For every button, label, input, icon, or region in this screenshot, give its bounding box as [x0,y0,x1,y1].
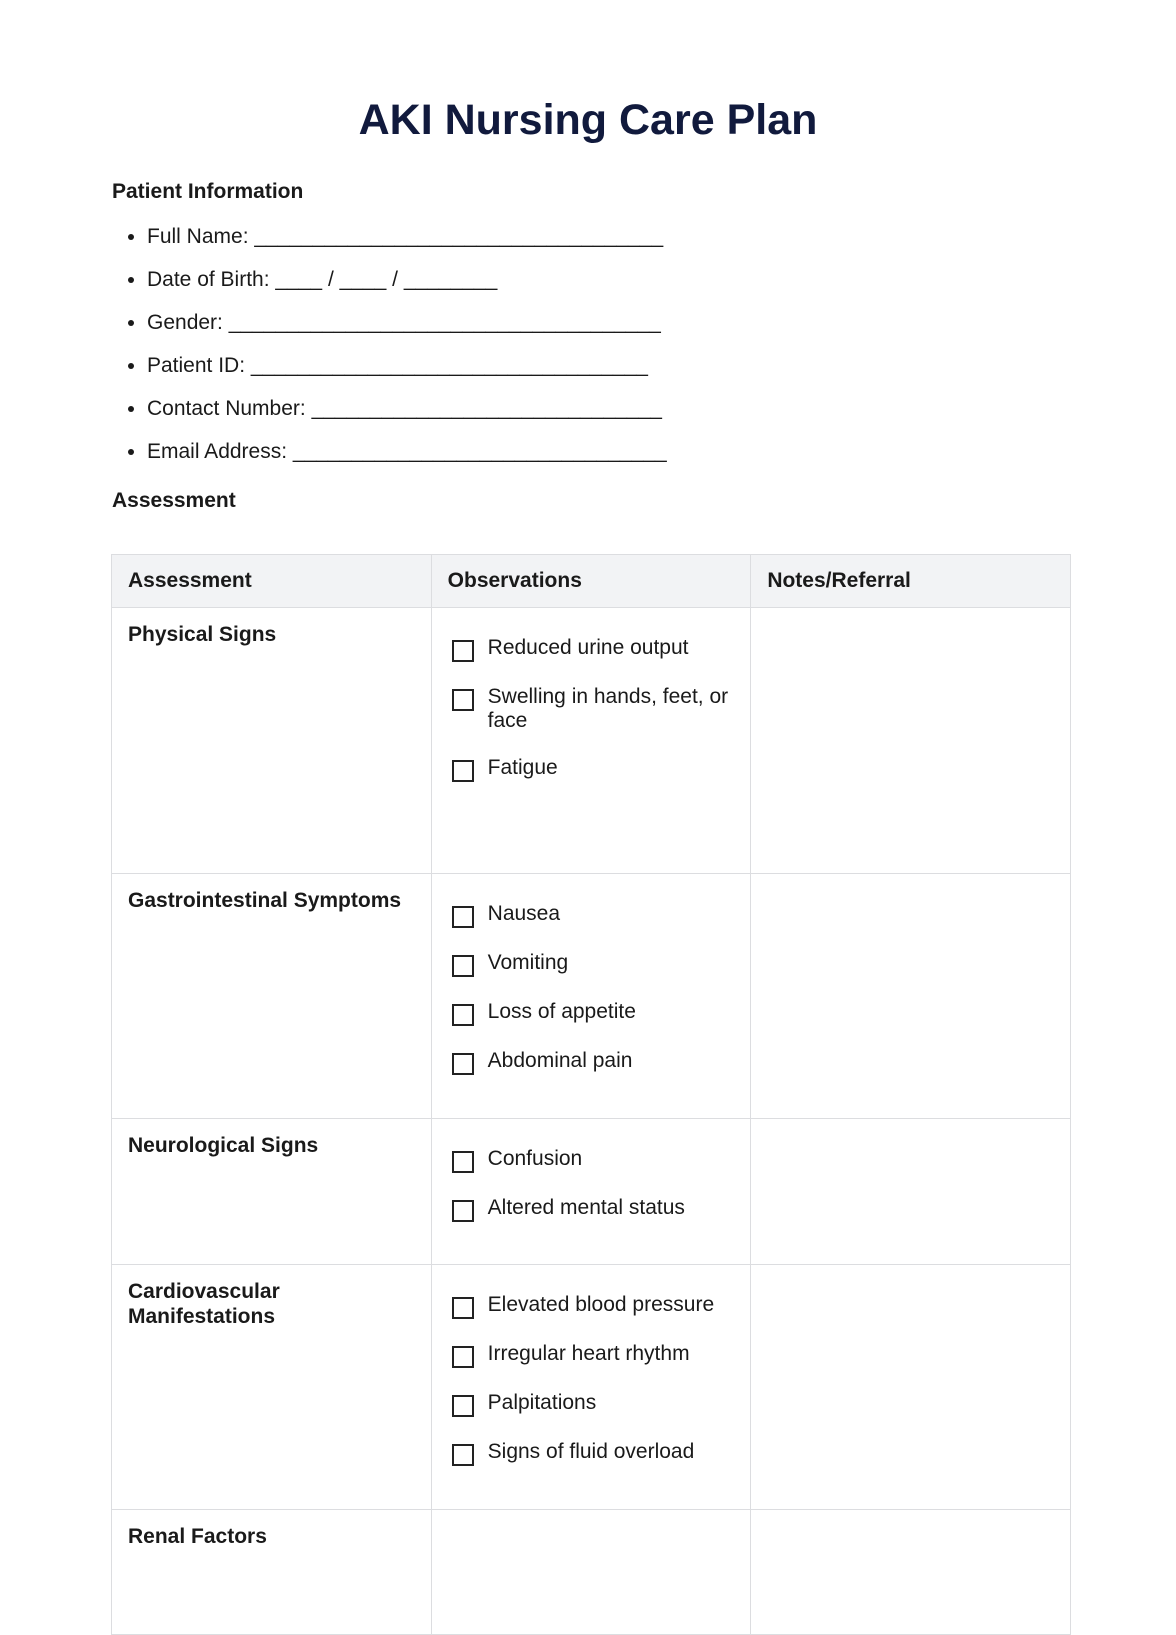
observation-label: Elevated blood pressure [487,1293,715,1316]
patient-info-heading: Patient Information [112,180,304,203]
observation-label: Palpitations [487,1391,597,1414]
observation-label: Signs of fluid overload [487,1440,695,1463]
observation-item[interactable] [448,951,735,977]
checkbox[interactable] [452,1053,474,1075]
column-header-observations: Observations [431,555,751,608]
observation-item[interactable] [448,756,735,782]
observation-label: Reduced urine output [487,636,689,659]
notes-cell[interactable] [751,608,1071,874]
patient-info-list [112,222,667,480]
table-row [112,1510,1071,1635]
notes-cell[interactable] [751,1510,1071,1635]
observation-label: Loss of appetite [487,1000,636,1023]
table-row [112,874,1071,1119]
observation-item[interactable] [448,685,735,733]
observation-item[interactable] [448,1196,735,1222]
observation-item[interactable] [448,1049,735,1075]
observation-item[interactable] [448,902,735,928]
patient-field[interactable]: • Date of Birth: ____ / ____ / ________ [147,265,667,308]
table-row [112,1265,1071,1510]
observation-label: Swelling in hands, feet, or face [487,685,729,732]
checkbox[interactable] [452,760,474,782]
checkbox[interactable] [452,1444,474,1466]
checkbox[interactable] [452,689,474,711]
table-row [112,1119,1071,1265]
observation-label: Altered mental status [487,1196,685,1219]
page-title: AKI Nursing Care Plan [358,96,818,144]
checkbox[interactable] [452,1151,474,1173]
assessment-category: Renal Factors [112,1510,432,1635]
checkbox[interactable] [452,1346,474,1368]
observation-label: Nausea [487,902,561,925]
observations-cell [431,874,751,1119]
assessment-category: Gastrointestinal Symptoms [112,874,432,1119]
patient-field[interactable]: • Gender: _____________________________________ [147,308,667,351]
column-header-assessment: Assessment [112,555,432,608]
observation-item[interactable] [448,1391,735,1417]
observation-label: Vomiting [487,951,569,974]
assessment-category: Physical Signs [112,608,432,874]
notes-cell[interactable] [751,1119,1071,1265]
observation-label: Abdominal pain [487,1049,633,1072]
checkbox[interactable] [452,1200,474,1222]
observations-cell [431,608,751,874]
patient-field[interactable]: • Email Address: ________________________________ [147,437,667,480]
patient-field[interactable]: • Patient ID: __________________________________ [147,351,667,394]
observation-item[interactable] [448,1000,735,1026]
observation-label: Confusion [487,1147,583,1170]
observation-item[interactable] [448,1293,735,1319]
table-row [112,608,1071,874]
assessment-heading: Assessment [112,489,236,512]
assessment-category: Cardiovascular Manifestations [112,1265,432,1510]
notes-cell[interactable] [751,874,1071,1119]
observation-item[interactable] [448,1440,735,1466]
patient-field[interactable]: • Full Name: ___________________________________ [147,222,667,265]
assessment-table [111,554,1071,1635]
column-header-notes: Notes/Referral [751,555,1071,608]
assessment-category: Neurological Signs [112,1119,432,1265]
observation-item[interactable] [448,636,735,662]
checkbox[interactable] [452,906,474,928]
patient-field[interactable]: • Contact Number: ______________________________ [147,394,667,437]
observation-item[interactable] [448,1342,735,1368]
observation-label: Fatigue [487,756,558,779]
checkbox[interactable] [452,640,474,662]
notes-cell[interactable] [751,1265,1071,1510]
observations-cell [431,1265,751,1510]
checkbox[interactable] [452,1395,474,1417]
checkbox[interactable] [452,1004,474,1026]
observation-label: Irregular heart rhythm [487,1342,690,1365]
checkbox[interactable] [452,955,474,977]
observation-item[interactable] [448,1147,735,1173]
observations-cell [431,1510,751,1635]
observations-cell [431,1119,751,1265]
checkbox[interactable] [452,1297,474,1319]
